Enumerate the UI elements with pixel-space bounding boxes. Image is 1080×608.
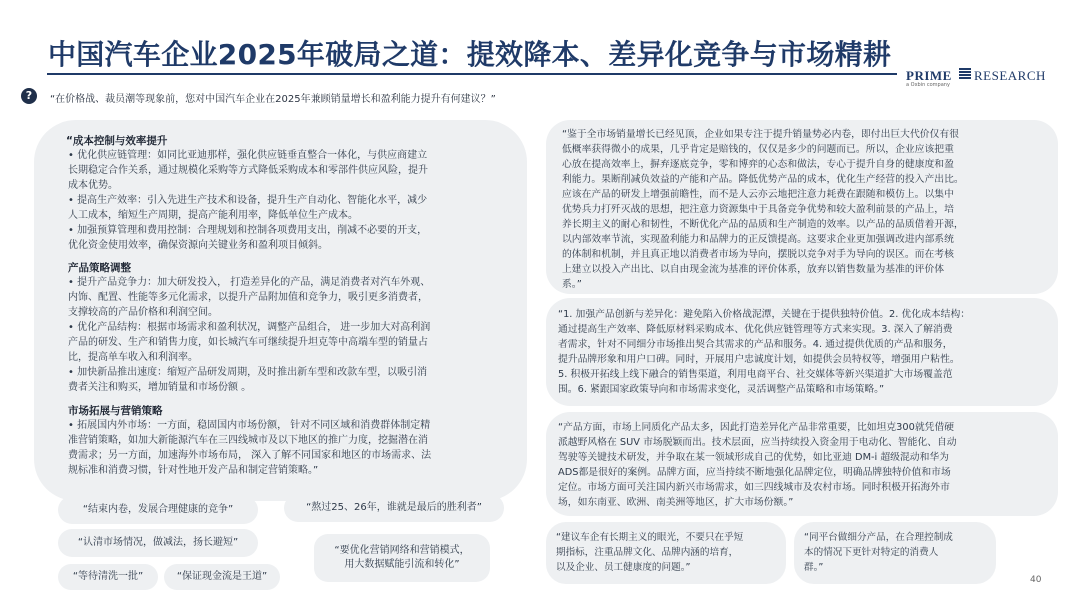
text-line: 系。” <box>562 279 582 290</box>
quote-text-efficiency <box>562 127 1052 292</box>
quote-text-differentiation <box>558 420 1052 510</box>
text-line: 心放在提高效率上，摒弃逐底竞争，零和博弈的心态和做法，专心于提升自身的健康度和盈 <box>562 159 954 170</box>
section-title-product: 产品策略调整 <box>68 262 131 274</box>
survey-question: “在价格战、裁员潮等现象前，您对中国汽车企业在2025年兼顾销量增长和盈利能力提升有何建议？” <box>50 94 496 105</box>
text-line: ADS都是很好的案例。品牌方面，应当持续不断地强化品牌定位，明确品牌独特价值和市场 <box>558 467 951 478</box>
text-line: 费者关注和购买，增加销量和市场份额 。 <box>68 382 252 393</box>
text-line: 围。6. 紧跟国家政策导向和市场需求变化，灵活调整产品策略和市场策略。” <box>558 384 885 395</box>
text-line: 长期稳定合作关系，通过规模化采购等方式降低采购成本和零部件供应风险，提升 <box>68 165 428 176</box>
quote-text-platform <box>804 530 994 575</box>
text-line: • 拓展国内外市场：一方面，稳固国内市场份额， 针对不同区域和消费群体制定精 <box>68 420 431 431</box>
quote-tag: “保证现金流是王道” <box>164 564 280 590</box>
text-line: • 优化产品结构：根据市场需求和盈利状况，调整产品组合， 进一步加大对高利润 <box>68 322 431 333</box>
text-line: “同平台做细分产品，在合理控制成 <box>804 532 953 543</box>
text-line: 派越野风格在 SUV 市场脱颖而出。技术层面，应当持续投入资金用于电动化、智能化、自动 <box>558 437 957 448</box>
text-line: 场，如东南亚、欧洲、南美洲等地区，扩大市场份额。” <box>558 497 794 508</box>
logo-mark-icon <box>959 68 971 81</box>
text-line: 的体制和机制，并且真正地以消费者市场为导向，摆脱以竞争对手为导向的误区。而在考核 <box>562 249 954 260</box>
quote-tag: “结束内卷，发展合理健康的竞争” <box>58 496 258 524</box>
text-line: 期指标，注重品牌文化、品牌内涵的培育， <box>556 547 739 558</box>
text-line: 低概率获得微小的成果，几乎肯定是赔钱的，仅仅是多少的问题而已。所以，企业应该把重 <box>562 144 954 155</box>
section-body-product <box>68 275 523 395</box>
section-title-market: 市场拓展与营销策略 <box>68 405 163 417</box>
text-line: 优化资金使用效率，确保资源向关键业务和盈利项目倾斜。 <box>68 240 328 251</box>
text-line: 准营销策略，如加大新能源汽车在三四线城市及以下地区的推广力度，挖掘潜在消 <box>68 435 428 446</box>
text-line: • 优化供应链管理：如同比亚迪那样，强化供应链垂直整合一体化，与供应商建立 <box>68 150 428 161</box>
text-line: 提升品牌形象和用户口碑。同时，开展用户忠诚度计划，如提供会员特权等，增强用户粘性。 <box>558 354 960 365</box>
section-body-market <box>68 418 523 478</box>
question-icon: ? <box>21 88 37 104</box>
text-line: • 加快新品推出速度：缩短产品研发周期，及时推出新车型和改款车型，以吸引消 <box>68 367 428 378</box>
brand-subtitle: a Oxbin company <box>906 82 950 88</box>
tag-line: “要优化营销网络和营销模式， <box>334 545 470 556</box>
text-line: 成本优势。 <box>68 180 118 191</box>
page-title: 中国汽车企业2025年破局之道：提效降本、差异化竞争与市场精耕 <box>48 38 892 71</box>
text-line: “建议车企有长期主义的眼光，不要只在乎短 <box>556 532 744 543</box>
quote-tag: “认清市场情况，做减法，扬长避短” <box>58 529 258 557</box>
brand-logo <box>906 66 1056 90</box>
brand-prime: PRIME <box>906 68 952 83</box>
text-line: • 提高生产效率：引入先进生产技术和设备，提升生产自动化、智能化水平，减少 <box>68 195 428 206</box>
text-line: 5. 积极开拓线上线下融合的销售渠道，利用电商平台、社交媒体等新兴渠道扩大市场覆盖范 <box>558 369 953 380</box>
section-title-cost: “成本控制与效率提升 <box>66 135 168 147</box>
text-line: 以内部效率节流，实现盈利能力和品牌力的正反馈提高。这要求企业更加强调改进内部系统 <box>562 234 954 245</box>
text-line: 优势兵力打歼灭战的思想，把注意力资源集中于具备竞争优势和较大盈利前景的产品上，培 <box>562 204 954 215</box>
quote-tag <box>314 534 490 582</box>
text-line: 应该在产品的研发上增强前瞻性，而不是人云亦云地把注意力耗费在跟随和模仿上。以集中 <box>562 189 954 200</box>
text-line: • 加强预算管理和费用控制：合理规划和控制各项费用支出，削减不必要的开支， <box>68 225 428 236</box>
quote-text-innovation <box>558 307 1052 397</box>
text-line: 养长期主义的耐心和韧性，不断优化产品的品质和生产制造的效率。以产品的品质借着开源， <box>562 219 964 230</box>
brand-research: RESEARCH <box>974 68 1046 83</box>
text-line: 上建立以投入产出比、以自由现金流为基准的评价体系，放弃以销售数量为基准的评价体 <box>562 264 945 275</box>
text-line: 利能力。果断削减负效益的产能和产品。降低优势产品的成本，优化生产经营的投入产出比。 <box>562 174 964 185</box>
text-line: 者需求，针对不同细分市场推出契合其需求的产品和服务。4. 通过提供优质的产品和服务， <box>558 339 953 350</box>
text-line: 人工成本，缩短生产周期，提高产能利用率，降低单位生产成本。 <box>68 210 358 221</box>
section-body-cost <box>68 148 523 253</box>
page-number: 40 <box>1030 575 1042 585</box>
text-line: 以及企业、员工健康度的问题。” <box>556 562 691 573</box>
text-line: 比，提高单车收入和利润率。 <box>68 352 198 363</box>
text-line: • 提升产品竞争力：加大研发投入， 打造差异化的产品，满足消费者对汽车外观、 <box>68 277 431 288</box>
text-line: 定位。市场方面可关注国内新兴市场需求，如三四线城市及农村市场。同时积极开拓海外市 <box>558 482 950 493</box>
text-line: 规标准和消费习惯，针对性地开发产品和制定营销策略。” <box>68 465 319 476</box>
text-line: 群。” <box>804 562 824 573</box>
text-line: 本的情况下更针对特定的消费人 <box>804 547 939 558</box>
title-underline <box>47 73 897 75</box>
quote-tag: “熬过25、26年，谁就是最后的胜利者” <box>284 494 504 522</box>
text-line: “1. 加强产品创新与差异化：避免陷入价格战泥潭，关键在于提供独特价值。2. 优化成本结构： <box>558 309 971 320</box>
text-line: 费需求；另一方面，加速海外市场布局， 深入了解不同国家和地区的市场需求、法 <box>68 450 432 461</box>
text-line: 通过提高生产效率、降低原材料采购成本、优化供应链管理等方式来实现。3. 深入了解消费 <box>558 324 953 335</box>
tag-line: 用大数据赋能引流和转化” <box>344 559 460 570</box>
text-line: “鉴于全市场销量增长已经见顶，企业如果专注于提升销量势必内卷，即付出巨大代价仅有很 <box>562 129 959 140</box>
text-line: 产品的研发、生产和销售力度，如长城汽车可继续提升坦克等中高端车型的销量占 <box>68 337 428 348</box>
quote-text-longterm <box>556 530 782 575</box>
quote-tag: “等待清洗一批” <box>58 564 158 590</box>
text-line: 驾驶等关键技术研发，并争取在某一领域形成自己的优势，如比亚迪 DM-i 超级混动和华为 <box>558 452 949 463</box>
text-line: “产品方面，市场上同质化产品太多，因此打造差异化产品非常重要，比如坦克300就凭借硬 <box>558 422 955 433</box>
text-line: 内饰、配置、性能等多元化需求，以提升产品附加值和竞争力，吸引更多消费者， <box>68 292 428 303</box>
text-line: 支撑较高的产品价格和利润空间。 <box>68 307 218 318</box>
